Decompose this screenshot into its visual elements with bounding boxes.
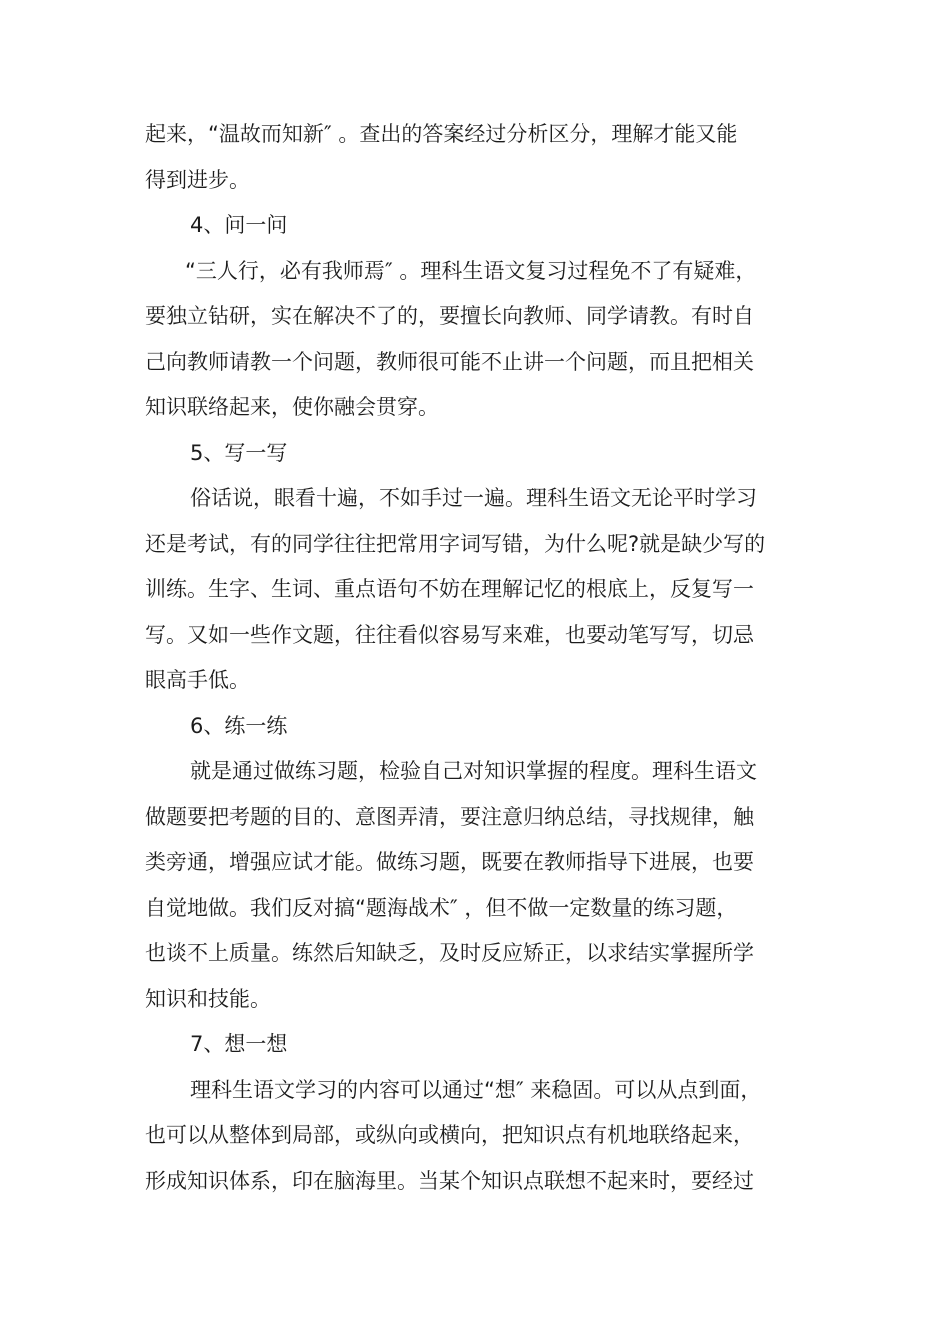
section-heading: 6、练一练: [190, 713, 288, 738]
text-line: 自觉地做。我们反对搞“题海战术″ ，但不做一定数量的练习题，: [145, 895, 738, 920]
text-line: 知识和技能。: [145, 986, 271, 1011]
section-heading: 4、问一问: [190, 213, 288, 237]
text-line: 理科生语文学习的内容可以通过“想″ 来稳固。可以从点到面，: [190, 1077, 762, 1102]
text-line: 类旁通，增强应试才能。做练习题，既要在教师指导下进展，也要: [145, 850, 754, 874]
text-line: 眼高手低。: [145, 668, 250, 692]
text-line: 俗话说，眼看十遍，不如手过一遍。理科生语文无论平时学习: [190, 486, 757, 510]
text-line: 训练。生字、生词、重点语句不妨在理解记忆的根底上，反复写一: [145, 577, 754, 601]
text-line: 起来，“温故而知新″ 。查出的答案经过分析区分，理解才能又能: [145, 122, 738, 146]
text-line: 形成知识体系，印在脑海里。当某个知识点联想不起来时，要经过: [145, 1168, 754, 1193]
text-line: 写。又如一些作文题，往往看似容易写来难，也要动笔写写，切忌: [145, 622, 754, 647]
text-line: 也谈不上质量。练然后知缺乏，及时反应矫正，以求结实掌握所学: [145, 941, 754, 965]
text-line: 就是通过做练习题，检验自己对知识掌握的程度。理科生语文: [190, 759, 757, 783]
text-line: 做题要把考题的目的、意图弄清，要注意归纳总结，寻找规律，触: [145, 804, 754, 829]
text-line: 知识联络起来，使你融会贯穿。: [145, 395, 439, 419]
text-line: “三人行，必有我师焉″ 。理科生语文复习过程免不了有疑难，: [185, 258, 757, 283]
section-heading: 5、写一写: [190, 440, 288, 465]
section-heading: 7、想一想: [190, 1032, 288, 1056]
text-line: 得到进步。: [145, 167, 250, 192]
text-line: 己向教师请教一个问题，教师很可能不止讲一个问题，而且把相关: [145, 349, 754, 374]
document-page: [145, 112, 835, 1204]
text-line: 要独立钻研，实在解决不了的，要擅长向教师、同学请教。有时自: [145, 304, 754, 328]
text-line: 也可以从整体到局部，或纵向或横向，把知识点有机地联络起来，: [145, 1123, 754, 1147]
text-line: 还是考试，有的同学往往把常用字词写错，为什么呢?就是缺少写的: [145, 531, 766, 556]
